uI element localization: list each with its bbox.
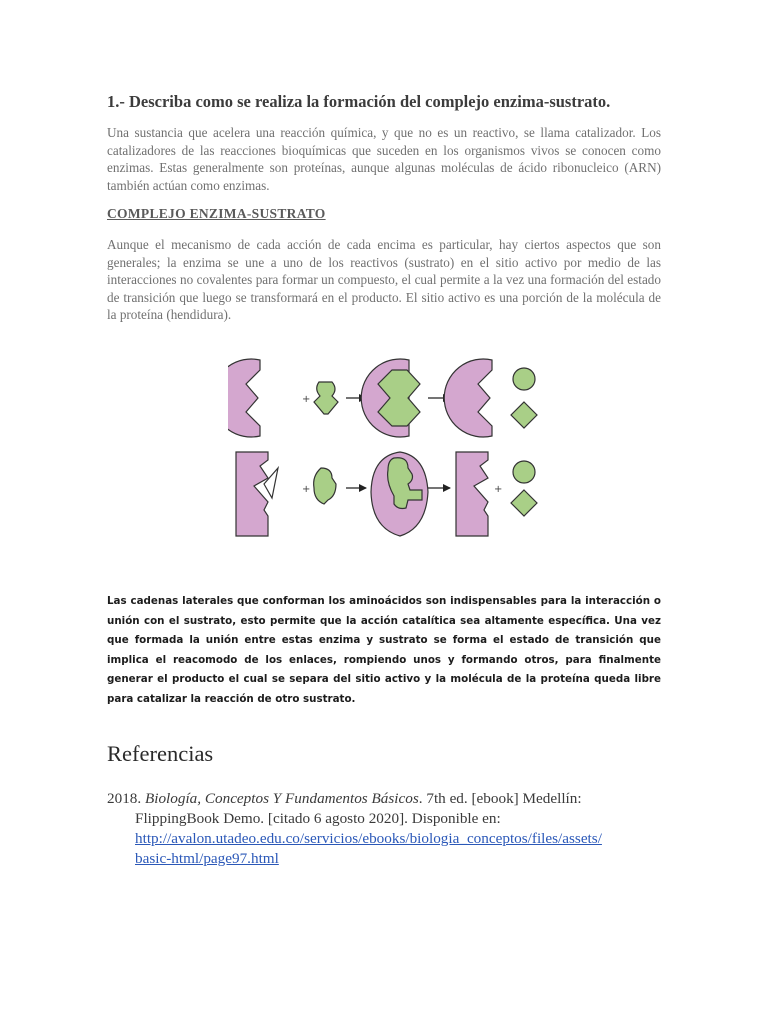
reference-details-2: FlippingBook Demo. [citado 6 agosto 2020]. Disponible en: [135,810,501,827]
side-chains-paragraph: Las cadenas laterales que conforman los aminoácidos son indispensables para la interacción o unión con el sustrato, esto permite que la acción catalítica sea altamente específica. Una vez que formada la unión entre estas enzima y sustrato se forma el estado de transición que implica el reacomodo de los enlaces, rompiendo unos y formando otros, para finalmente generar el producto el cual se separa del sitio activo y la molécula de la proteína queda libre para catalizar la reacción de otro sustrato. [107,595,661,705]
reference-entry [107,789,667,869]
product-circle-row1 [513,368,535,390]
substrate-row1 [314,382,338,414]
reference-details-1: . 7th ed. [ebook] Medellín: [418,790,582,807]
product-diamond-row1 [511,402,537,428]
row-lock-and-key [228,359,537,437]
reference-link-line-1 [107,829,667,849]
enzyme-free-row1 [228,359,260,437]
reference-line-1 [107,789,667,809]
plus-sign-row2: + [302,484,311,495]
plus-sign-row2-product: + [494,484,503,495]
plus-sign-row1: + [302,394,311,405]
enzyme-released-row2 [456,452,488,536]
section-title: COMPLEJO ENZIMA-SUSTRATO [107,206,326,221]
substrate-row2 [314,468,336,504]
product-circle-row2 [513,461,535,483]
product-diamond-row2 [511,490,537,516]
reference-year: 2018. [107,790,142,807]
question-heading: 1.- Describa como se realiza la formación del complejo enzima-sustrato. [107,92,611,111]
reference-link[interactable]: http://avalon.utadeo.edu.co/servicios/ebooks/biologia_conceptos/files/assets/ [135,830,602,847]
enzyme-released-row1 [444,359,492,437]
reference-link-continued[interactable]: basic-html/page97.html [135,850,279,867]
enzyme-free-row2 [236,452,268,536]
enzyme-substrate-diagram [228,356,548,542]
intro-paragraph: Una sustancia que acelera una reacción química, y que no es un reactivo, se llama catalizador. Los catalizadores de las reacciones bioquímicas que suceden en los organismos vivos se conocen como enzimas. Estas generalmente son proteínas, aunque algunas moléculas de ácido ribonucleico (ARN) también actúan como enzimas. [107,125,661,193]
enzyme-flap-row2 [264,468,278,498]
reference-book-title: Biología, Conceptos Y Fundamentos Básicos [144,790,419,807]
reference-link-line-2 [107,849,667,869]
row-induced-fit [236,452,537,536]
references-title: Referencias [107,741,214,766]
mechanism-paragraph: Aunque el mecanismo de cada acción de cada encima es particular, hay ciertos aspectos que son generales; la enzima se une a uno de los reactivos (sustrato) en el sitio activo por medio de las interacciones no covalentes para formar un compuesto, el cual permite a la vez una formación del estado de transición que luego se transformará en el producto. El sitio activo es una porción de la molécula de la proteína (hendidura). [107,237,661,323]
